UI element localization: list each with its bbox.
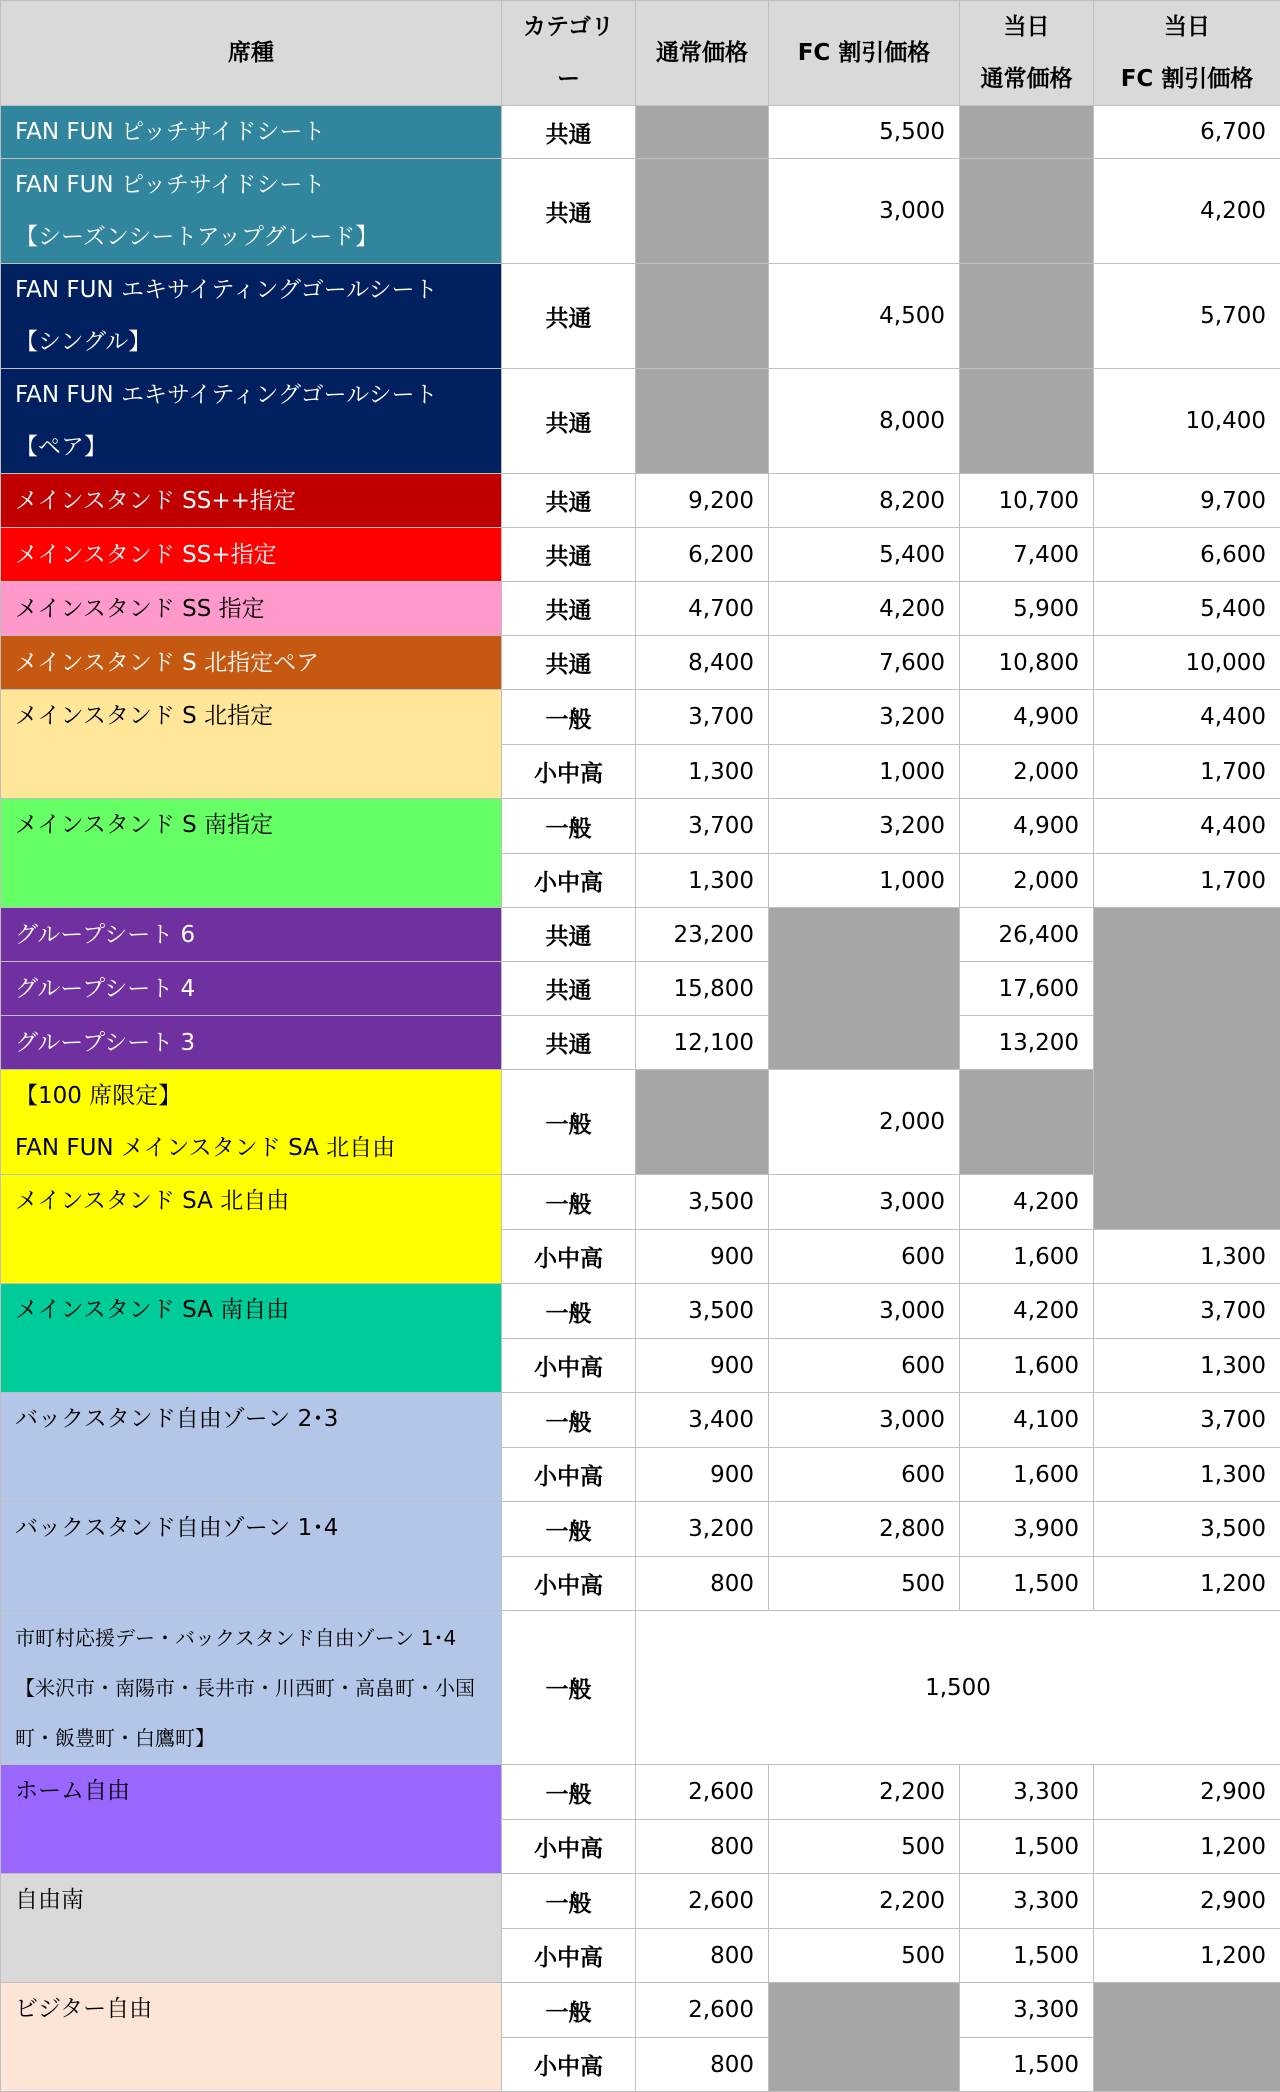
- day-regular-price-cell: 1,500: [960, 1929, 1094, 1983]
- table-row: [1, 369, 1280, 474]
- category-cell: 一般: [502, 799, 636, 854]
- category-cell: 一般: [502, 1175, 636, 1230]
- regular-price-cell: 15,800: [636, 962, 769, 1016]
- day-regular-price-cell: 1,500: [960, 2038, 1094, 2092]
- fc-price-cell: 8,000: [769, 369, 960, 474]
- fc-price-cell: 500: [769, 1820, 960, 1874]
- category-cell: 共通: [502, 636, 636, 690]
- seat-name: [1, 1874, 502, 1983]
- category-cell: 小中高: [502, 1230, 636, 1284]
- day-fc-price-cell: 10,000: [1094, 636, 1280, 690]
- fc-price-cell: 3,000: [769, 159, 960, 264]
- regular-price-cell: 3,700: [636, 690, 769, 745]
- category-cell: 共通: [502, 369, 636, 474]
- fc-price-cell: 2,200: [769, 1874, 960, 1929]
- fc-price-cell: 500: [769, 1929, 960, 1983]
- category-cell: 小中高: [502, 854, 636, 908]
- seat-name-line: 町・飯豊町・白鷹町】: [15, 1713, 487, 1763]
- regular-price-cell: 900: [636, 1339, 769, 1393]
- seat-name: [1, 1502, 502, 1611]
- table-row: [1, 1983, 1280, 2038]
- regular-price-disabled: [636, 264, 769, 369]
- regular-price-cell: 6,200: [636, 528, 769, 582]
- regular-price-cell: 800: [636, 1557, 769, 1611]
- category-cell: 小中高: [502, 1820, 636, 1874]
- seat-name-line: グループシート 3: [15, 1017, 487, 1069]
- fc-price-cell: 600: [769, 1230, 960, 1284]
- category-cell: 一般: [502, 1983, 636, 2038]
- table-row: [1, 1070, 1280, 1175]
- category-cell: 小中高: [502, 1929, 636, 1983]
- regular-price-disabled: [636, 159, 769, 264]
- seat-name-line: FAN FUN エキサイティングゴールシート: [15, 264, 487, 316]
- day-fc-price-cell: 3,500: [1094, 1502, 1280, 1557]
- regular-price-cell: 1,300: [636, 854, 769, 908]
- regular-price-cell: 9,200: [636, 474, 769, 528]
- day-regular-price-cell: 1,600: [960, 1339, 1094, 1393]
- table-row: [1, 690, 1280, 745]
- seat-name: [1, 962, 502, 1016]
- header-fc-price: FC 割引価格: [769, 1, 960, 106]
- seat-name-line: 【米沢市・南陽市・長井市・川西町・高畠町・小国: [15, 1663, 487, 1713]
- regular-price-cell: 12,100: [636, 1016, 769, 1070]
- category-cell: 一般: [502, 1502, 636, 1557]
- fc-price-cell: 5,500: [769, 106, 960, 159]
- day-regular-price-cell: 4,200: [960, 1284, 1094, 1339]
- day-regular-price-disabled: [960, 106, 1094, 159]
- seat-name-line: 【シングル】: [15, 316, 487, 368]
- header-day-regular-line1: 当日: [974, 1, 1079, 53]
- day-regular-price-cell: 4,100: [960, 1393, 1094, 1448]
- day-fc-price-cell: 1,300: [1094, 1339, 1280, 1393]
- table-row: [1, 106, 1280, 159]
- fc-price-disabled: [769, 1983, 960, 2092]
- table-row: [1, 1611, 1280, 1765]
- header-seat: 席種: [1, 1, 502, 106]
- table-row: [1, 1765, 1280, 1820]
- header-day-fc-price: [1094, 1, 1280, 106]
- day-regular-price-cell: 1,500: [960, 1557, 1094, 1611]
- seat-name: [1, 799, 502, 908]
- table-row: [1, 474, 1280, 528]
- seat-name-line: FAN FUN メインスタンド SA 北自由: [15, 1122, 487, 1174]
- category-cell: 共通: [502, 1016, 636, 1070]
- seat-name-line: FAN FUN ピッチサイドシート: [15, 159, 487, 211]
- seat-name-line: メインスタンド S 南指定: [15, 799, 487, 851]
- seat-name: [1, 1070, 502, 1175]
- seat-name: [1, 582, 502, 636]
- regular-price-cell: 3,400: [636, 1393, 769, 1448]
- seat-name-line: グループシート 6: [15, 909, 487, 961]
- fc-price-cell: 1,000: [769, 745, 960, 799]
- category-cell: 小中高: [502, 1448, 636, 1502]
- day-fc-price-cell: 1,700: [1094, 854, 1280, 908]
- seat-name-line: バックスタンド自由ゾーン 2･3: [15, 1393, 487, 1445]
- seat-name-line: 【100 席限定】: [15, 1070, 487, 1122]
- seat-name-line: メインスタンド SA 北自由: [15, 1175, 487, 1227]
- day-regular-price-cell: 7,400: [960, 528, 1094, 582]
- category-cell: 共通: [502, 474, 636, 528]
- seat-name: [1, 690, 502, 799]
- regular-price-cell: 3,700: [636, 799, 769, 854]
- seat-name: [1, 1284, 502, 1393]
- seat-name: [1, 1765, 502, 1874]
- table-row: [1, 1175, 1280, 1230]
- day-fc-price-cell: 1,700: [1094, 745, 1280, 799]
- day-fc-price-cell: 1,300: [1094, 1448, 1280, 1502]
- header-day-regular-price: [960, 1, 1094, 106]
- day-fc-price-cell: 2,900: [1094, 1874, 1280, 1929]
- category-cell: 一般: [502, 1611, 636, 1765]
- regular-price-cell: 800: [636, 1929, 769, 1983]
- fc-price-cell: 3,000: [769, 1393, 960, 1448]
- day-fc-price-cell: 5,400: [1094, 582, 1280, 636]
- seat-name: [1, 528, 502, 582]
- seat-name-line: メインスタンド SS+指定: [15, 529, 487, 581]
- day-regular-price-cell: 3,900: [960, 1502, 1094, 1557]
- regular-price-cell: 3,200: [636, 1502, 769, 1557]
- regular-price-cell: 3,500: [636, 1284, 769, 1339]
- day-regular-price-cell: 26,400: [960, 908, 1094, 962]
- category-cell: 一般: [502, 1765, 636, 1820]
- day-fc-price-disabled: [1094, 908, 1280, 1230]
- header-day-fc-line2: FC 割引価格: [1108, 53, 1266, 105]
- category-cell: 共通: [502, 962, 636, 1016]
- fc-price-cell: 2,800: [769, 1502, 960, 1557]
- seat-name-line: バックスタンド自由ゾーン 1･4: [15, 1502, 487, 1554]
- category-cell: 小中高: [502, 1557, 636, 1611]
- seat-name-line: 【ペア】: [15, 421, 487, 473]
- regular-price-cell: 2,600: [636, 1874, 769, 1929]
- table-row: [1, 1284, 1280, 1339]
- day-regular-price-disabled: [960, 159, 1094, 264]
- fc-price-cell: 3,200: [769, 690, 960, 745]
- header-row: [1, 1, 1280, 106]
- seat-name-line: ホーム自由: [15, 1765, 487, 1817]
- day-regular-price-cell: 10,800: [960, 636, 1094, 690]
- seat-name-line: メインスタンド SA 南自由: [15, 1284, 487, 1336]
- category-cell: 共通: [502, 159, 636, 264]
- table-row: [1, 1502, 1280, 1557]
- seat-name: [1, 1393, 502, 1502]
- seat-name: [1, 1175, 502, 1284]
- category-cell: 共通: [502, 106, 636, 159]
- header-category: カテゴリー: [502, 1, 636, 106]
- day-fc-price-cell: 4,400: [1094, 799, 1280, 854]
- seat-name-line: メインスタンド S 北指定ペア: [15, 637, 487, 689]
- regular-price-cell: 2,600: [636, 1983, 769, 2038]
- category-cell: 一般: [502, 1284, 636, 1339]
- regular-price-cell: 8,400: [636, 636, 769, 690]
- header-day-regular-line2: 通常価格: [974, 53, 1079, 105]
- seat-name-line: メインスタンド SS++指定: [15, 475, 487, 527]
- day-regular-price-cell: 17,600: [960, 962, 1094, 1016]
- seat-name-line: 【シーズンシートアップグレード】: [15, 211, 487, 263]
- table-row: [1, 799, 1280, 854]
- day-regular-price-cell: 3,300: [960, 1874, 1094, 1929]
- seat-name: [1, 636, 502, 690]
- category-cell: 共通: [502, 908, 636, 962]
- day-regular-price-disabled: [960, 1070, 1094, 1175]
- seat-name: [1, 264, 502, 369]
- category-cell: 共通: [502, 264, 636, 369]
- day-fc-price-cell: 1,300: [1094, 1230, 1280, 1284]
- day-regular-price-cell: 3,300: [960, 1983, 1094, 2038]
- fc-price-cell: 2,000: [769, 1070, 960, 1175]
- category-cell: 小中高: [502, 745, 636, 799]
- day-fc-price-cell: 4,400: [1094, 690, 1280, 745]
- category-cell: 共通: [502, 528, 636, 582]
- category-cell: 一般: [502, 690, 636, 745]
- seat-name-line: グループシート 4: [15, 963, 487, 1015]
- table-row: [1, 1016, 1280, 1070]
- regular-price-cell: 900: [636, 1230, 769, 1284]
- seat-name: [1, 1983, 502, 2092]
- day-regular-price-cell: 1,500: [960, 1820, 1094, 1874]
- day-regular-price-cell: 1,600: [960, 1230, 1094, 1284]
- fc-price-cell: 3,000: [769, 1284, 960, 1339]
- day-fc-price-cell: 1,200: [1094, 1557, 1280, 1611]
- seat-name-line: 市町村応援デー・バックスタンド自由ゾーン 1･4: [15, 1613, 487, 1663]
- day-fc-price-cell: 10,400: [1094, 369, 1280, 474]
- regular-price-cell: 900: [636, 1448, 769, 1502]
- day-regular-price-cell: 4,900: [960, 690, 1094, 745]
- seat-name: [1, 1611, 502, 1765]
- day-fc-price-cell: 3,700: [1094, 1393, 1280, 1448]
- category-cell: 一般: [502, 1393, 636, 1448]
- regular-price-cell: 2,600: [636, 1765, 769, 1820]
- seat-name: [1, 159, 502, 264]
- fc-price-cell: 4,500: [769, 264, 960, 369]
- seat-name-line: FAN FUN エキサイティングゴールシート: [15, 369, 487, 421]
- table-row: [1, 962, 1280, 1016]
- fc-price-disabled: [769, 908, 960, 1070]
- table-row: [1, 264, 1280, 369]
- category-cell: 一般: [502, 1070, 636, 1175]
- seat-name: [1, 908, 502, 962]
- regular-price-disabled: [636, 106, 769, 159]
- seat-name: [1, 106, 502, 159]
- category-cell: 共通: [502, 582, 636, 636]
- fc-price-cell: 500: [769, 1557, 960, 1611]
- fc-price-cell: 600: [769, 1339, 960, 1393]
- header-regular-price: 通常価格: [636, 1, 769, 106]
- table-row: [1, 582, 1280, 636]
- day-fc-price-cell: 1,200: [1094, 1929, 1280, 1983]
- day-fc-price-cell: 6,700: [1094, 106, 1280, 159]
- category-cell: 小中高: [502, 2038, 636, 2092]
- seat-name-line: メインスタンド S 北指定: [15, 690, 487, 742]
- table-row: [1, 1393, 1280, 1448]
- fc-price-cell: 7,600: [769, 636, 960, 690]
- seat-name-line: メインスタンド SS 指定: [15, 583, 487, 635]
- fc-price-cell: 2,200: [769, 1765, 960, 1820]
- regular-price-cell: 3,500: [636, 1175, 769, 1230]
- day-regular-price-cell: 2,000: [960, 854, 1094, 908]
- fc-price-cell: 1,000: [769, 854, 960, 908]
- header-day-fc-line1: 当日: [1108, 1, 1266, 53]
- table-row: [1, 159, 1280, 264]
- seat-name: [1, 369, 502, 474]
- day-fc-price-cell: 9,700: [1094, 474, 1280, 528]
- table-row: [1, 636, 1280, 690]
- fc-price-cell: 3,000: [769, 1175, 960, 1230]
- day-regular-price-cell: 1,600: [960, 1448, 1094, 1502]
- category-cell: 一般: [502, 1874, 636, 1929]
- regular-price-cell: 23,200: [636, 908, 769, 962]
- day-fc-price-disabled: [1094, 1983, 1280, 2092]
- regular-price-cell: 800: [636, 1820, 769, 1874]
- price-table-body: [1, 106, 1280, 2092]
- seat-name-line: 自由南: [15, 1874, 487, 1926]
- day-regular-price-cell: 13,200: [960, 1016, 1094, 1070]
- seat-name: [1, 474, 502, 528]
- category-cell: 小中高: [502, 1339, 636, 1393]
- seat-name: [1, 1016, 502, 1070]
- day-regular-price-cell: 3,300: [960, 1765, 1094, 1820]
- table-row: [1, 1874, 1280, 1929]
- day-regular-price-cell: 2,000: [960, 745, 1094, 799]
- regular-price-disabled: [636, 369, 769, 474]
- day-fc-price-cell: 1,200: [1094, 1820, 1280, 1874]
- regular-price-cell: 1,300: [636, 745, 769, 799]
- flat-price-cell: 1,500: [636, 1611, 1280, 1765]
- day-regular-price-cell: 10,700: [960, 474, 1094, 528]
- day-fc-price-cell: 2,900: [1094, 1765, 1280, 1820]
- fc-price-cell: 4,200: [769, 582, 960, 636]
- day-fc-price-cell: 5,700: [1094, 264, 1280, 369]
- table-row: [1, 908, 1280, 962]
- day-fc-price-cell: 6,600: [1094, 528, 1280, 582]
- seat-name-line: FAN FUN ピッチサイドシート: [15, 106, 487, 158]
- fc-price-cell: 5,400: [769, 528, 960, 582]
- regular-price-disabled: [636, 1070, 769, 1175]
- day-fc-price-cell: 4,200: [1094, 159, 1280, 264]
- day-regular-price-cell: 5,900: [960, 582, 1094, 636]
- regular-price-cell: 4,700: [636, 582, 769, 636]
- day-fc-price-cell: 3,700: [1094, 1284, 1280, 1339]
- day-regular-price-disabled: [960, 264, 1094, 369]
- fc-price-cell: 3,200: [769, 799, 960, 854]
- day-regular-price-cell: 4,200: [960, 1175, 1094, 1230]
- seat-name-line: ビジター自由: [15, 1983, 487, 2035]
- fc-price-cell: 600: [769, 1448, 960, 1502]
- day-regular-price-disabled: [960, 369, 1094, 474]
- table-row: [1, 528, 1280, 582]
- regular-price-cell: 800: [636, 2038, 769, 2092]
- fc-price-cell: 8,200: [769, 474, 960, 528]
- day-regular-price-cell: 4,900: [960, 799, 1094, 854]
